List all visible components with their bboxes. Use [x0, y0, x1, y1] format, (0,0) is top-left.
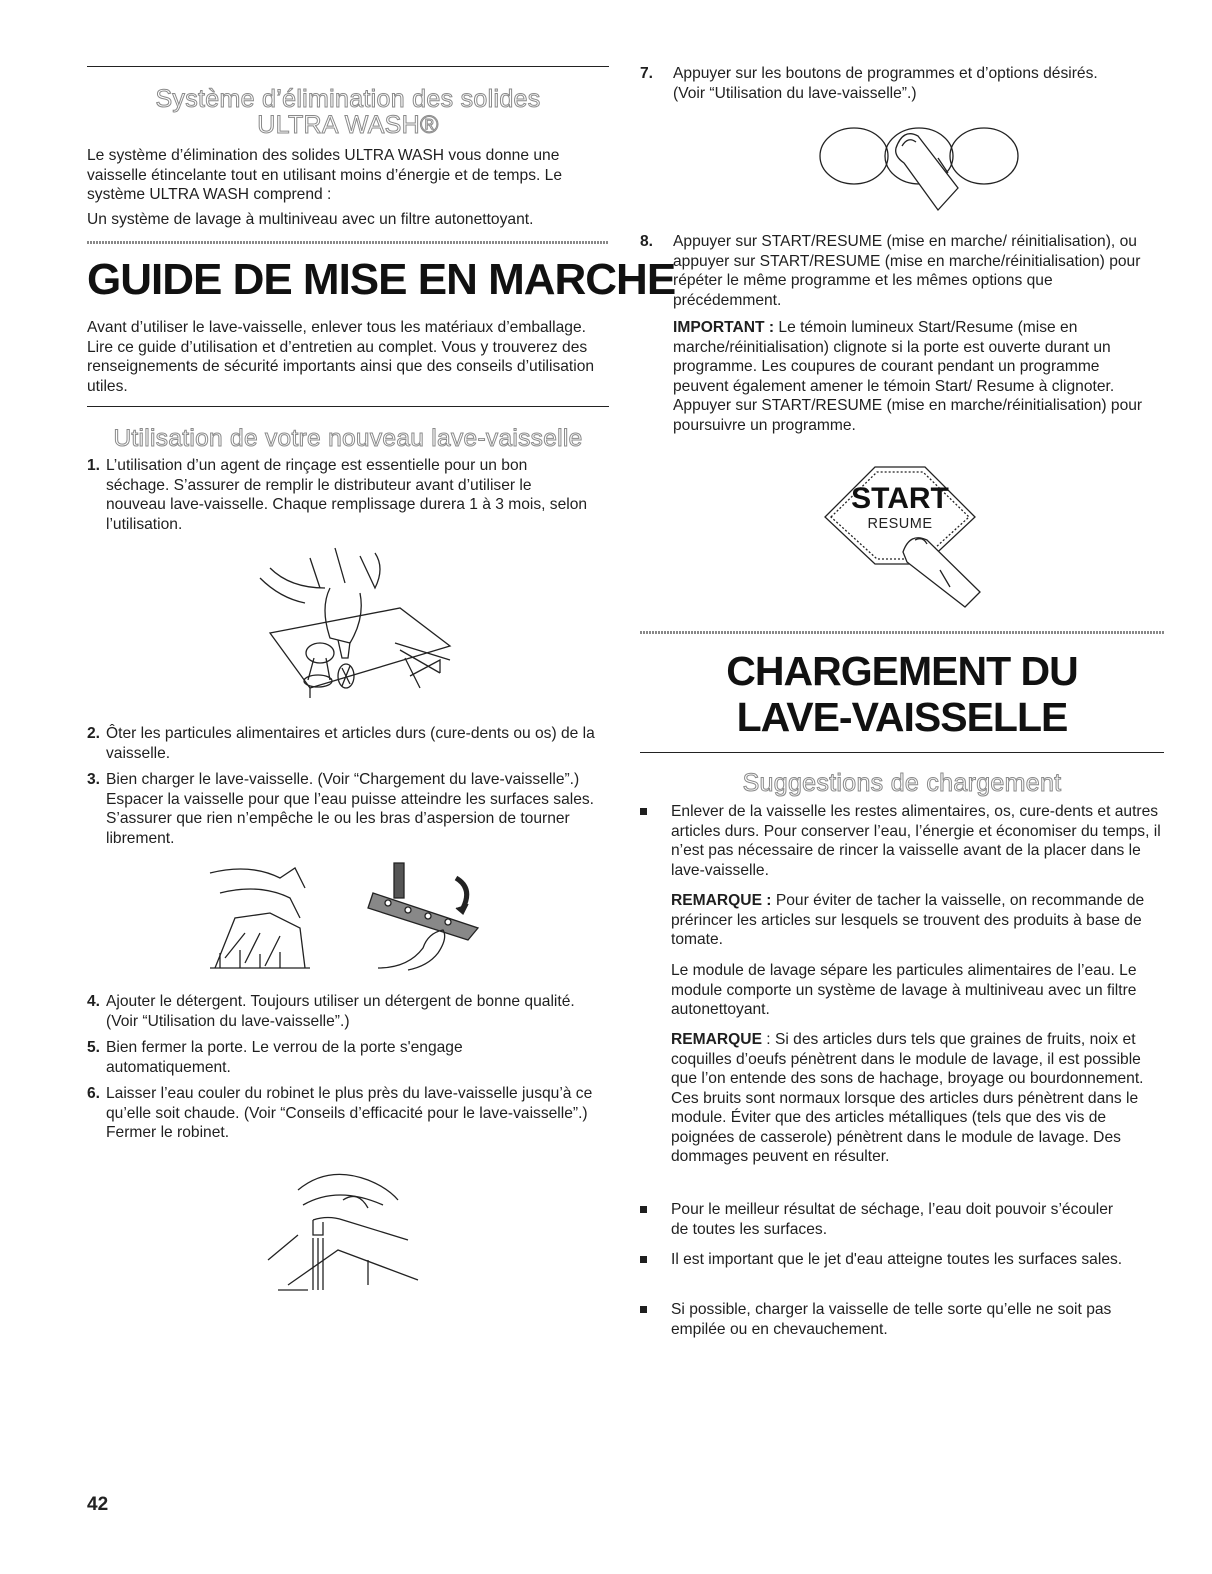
step-4 — [87, 992, 609, 1032]
loading-rule — [640, 752, 1164, 753]
step-1 — [87, 456, 609, 536]
program-buttons-illustration — [818, 118, 1020, 216]
resume-label: RESUME — [867, 516, 933, 532]
note-text: : Si des articles durs tels que graines de fruits, noix et coquilles d’oeufs pénètrent dans le module de lavage, il est possible que l’on entende des sons de hachage, broyage ou bourdonnement. Ces bruits sont normaux lorsque des articles durs pénètrent dans le module. Éviter que des articles métalliques (tels que des vis de poignées de casserole) pénètrent dans le module de lavage. Des dommages peuvent en résulter. — [671, 1031, 1144, 1165]
bullet-icon — [640, 1206, 647, 1213]
step-number: 7. — [640, 65, 654, 82]
step-number: 4. — [87, 993, 101, 1010]
note-label: REMARQUE : — [671, 892, 772, 909]
step-text: Appuyer sur les boutons de programmes et d’options désirés. (Voir “Utilisation du lave-vaisselle”.) — [673, 65, 1098, 102]
step-number: 1. — [87, 457, 101, 474]
ultrawash-paragraph-2: Un système de lavage à multiniveau avec un filtre autonettoyant. — [87, 211, 534, 228]
ultrawash-heading — [87, 86, 609, 138]
step-2 — [87, 724, 609, 764]
ultrawash-heading-line1: Système d’élimination des solides — [155, 85, 541, 113]
step-number: 5. — [87, 1039, 101, 1056]
note-label: REMARQUE — [671, 1031, 762, 1048]
rinse-aid-illustration — [250, 548, 460, 708]
start-label: START — [851, 482, 949, 515]
loading-bullet-1 — [640, 802, 1164, 882]
step-8 — [640, 232, 1164, 312]
spray-arm-illustration — [368, 858, 483, 973]
step-5 — [87, 1038, 609, 1078]
loading-bullet-4 — [640, 1300, 1164, 1340]
bullet-text: Pour le meilleur résultat de séchage, l’eau doit pouvoir s’écouler de toutes les surfaces. — [671, 1201, 1114, 1238]
bullet-icon — [640, 1256, 647, 1263]
note-hard-items — [671, 1030, 1163, 1167]
loading-bullet-2 — [640, 1200, 1164, 1240]
dotted-divider-right — [640, 631, 1164, 634]
step-text: Ajouter le détergent. Toujours utiliser un détergent de bonne qualité. (Voir “Utilisation du lave-vaisselle”.) — [106, 993, 575, 1030]
loading-title — [640, 648, 1164, 740]
bullet-icon — [640, 808, 647, 815]
loading-bullet-3 — [640, 1250, 1164, 1290]
usage-rule — [87, 406, 609, 407]
bullet-text: Enlever de la vaisselle les restes alimentaires, os, cure-dents et autres articles durs. Pour conserver l’eau, l’énergie et économiser du temps, il n’est pas nécessaire de rincer la vaisselle avant de la placer dans le lave-vaisselle. — [671, 803, 1161, 879]
note-text: Pour éviter de tacher la vaisselle, on recommande de prérincer les articles sur lesquels se trouvent des produits à base de tomate. — [671, 892, 1145, 948]
step-number: 2. — [87, 725, 101, 742]
loading-suggestions-heading: Suggestions de chargement — [742, 769, 1062, 797]
step-3 — [87, 770, 609, 850]
step-number: 3. — [87, 771, 101, 788]
ultrawash-heading-line2: ULTRA WASH® — [257, 111, 439, 139]
note-tomato — [671, 891, 1163, 950]
step-number: 6. — [87, 1085, 101, 1102]
top-rule-left — [87, 66, 609, 67]
loading-title-line2: LAVE-VAISSELLE — [736, 694, 1068, 740]
step-text: Bien charger le lave-vaisselle. (Voir “Chargement du lave-vaisselle”.) Espacer la vaisselle pour que l’eau puisse atteindre les surfaces sales. S’assurer que rien n’empêche le ou les bras d’aspersion de tourner librement. — [106, 771, 595, 847]
step-text: Laisser l’eau couler du robinet le plus près du lave-vaisselle jusqu’à ce qu’elle soit chaude. (Voir “Conseils d’efficacité pour le lave-vaisselle”.) Fermer le robinet. — [106, 1085, 593, 1141]
page-number: 42 — [87, 1494, 109, 1515]
step-text: Ôter les particules alimentaires et articles durs (cure-dents ou os) de la vaisselle. — [106, 725, 595, 762]
step-text: Appuyer sur START/RESUME (mise en marche/ réinitialisation), ou appuyer sur START/RESUME (mise en marche/réinitialisation) pour répéter le même programme et les mêmes options que précédemment. — [673, 233, 1141, 309]
important-note — [673, 318, 1159, 435]
bullet-text: Il est important que le jet d'eau atteigne toutes les surfaces sales. — [671, 1251, 1123, 1268]
guide-intro: Avant d’utiliser le lave-vaisselle, enlever tous les matériaux d’emballage. Lire ce guide d’utilisation et d’entretien au complet. Vous y trouverez des renseignements de sécurité importants ainsi que des conseils d’utilisation utiles. — [87, 319, 595, 395]
dotted-divider-left — [87, 241, 609, 244]
step-text: Bien fermer la porte. Le verrou de la porte s'engage automatiquement. — [106, 1039, 463, 1076]
bullet-text: Si possible, charger la vaisselle de telle sorte qu’elle ne soit pas empilée ou en chevauchement. — [671, 1301, 1112, 1338]
important-label: IMPORTANT : — [673, 319, 775, 336]
step-6 — [87, 1084, 609, 1144]
step-text: L’utilisation d’un agent de rinçage est essentielle pour un bon séchage. S’assurer de remplir le distributeur avant d’utiliser le nouveau lave-vaisselle. Chaque remplissage durera 1 à 3 mois, selon l’utilisation. — [106, 457, 588, 533]
step-7 — [640, 64, 1164, 104]
bullet-icon — [640, 1306, 647, 1313]
start-resume-illustration — [815, 452, 990, 612]
usage-heading: Utilisation de votre nouveau lave-vaisselle — [113, 425, 583, 452]
step-number: 8. — [640, 233, 654, 250]
guide-title: GUIDE DE MISE EN MARCHE — [87, 255, 676, 304]
module-paragraph: Le module de lavage sépare les particules alimentaires de l’eau. Le module comporte un système de lavage à multiniveau avec un filtre autonettoyant. — [671, 962, 1137, 1018]
faucet-illustration — [268, 1160, 418, 1295]
ultrawash-paragraph: Le système d’élimination des solides ULTRA WASH vous donne une vaisselle étincelante tout en utilisant moins d’énergie et de temps. Le système ULTRA WASH comprend : — [87, 147, 563, 203]
important-text: Le témoin lumineux Start/Resume (mise en marche/réinitialisation) clignote si la porte est ouverte durant un programme. Les coupures de courant pendant un programme peuvent également amener le témoin Start/ Resume à clignoter. Appuyer sur START/RESUME (mise en marche/réinitialisation) pour poursuivre un programme. — [673, 319, 1143, 434]
loading-title-line1: CHARGEMENT DU — [726, 648, 1078, 694]
loading-dishes-illustration — [200, 858, 330, 973]
